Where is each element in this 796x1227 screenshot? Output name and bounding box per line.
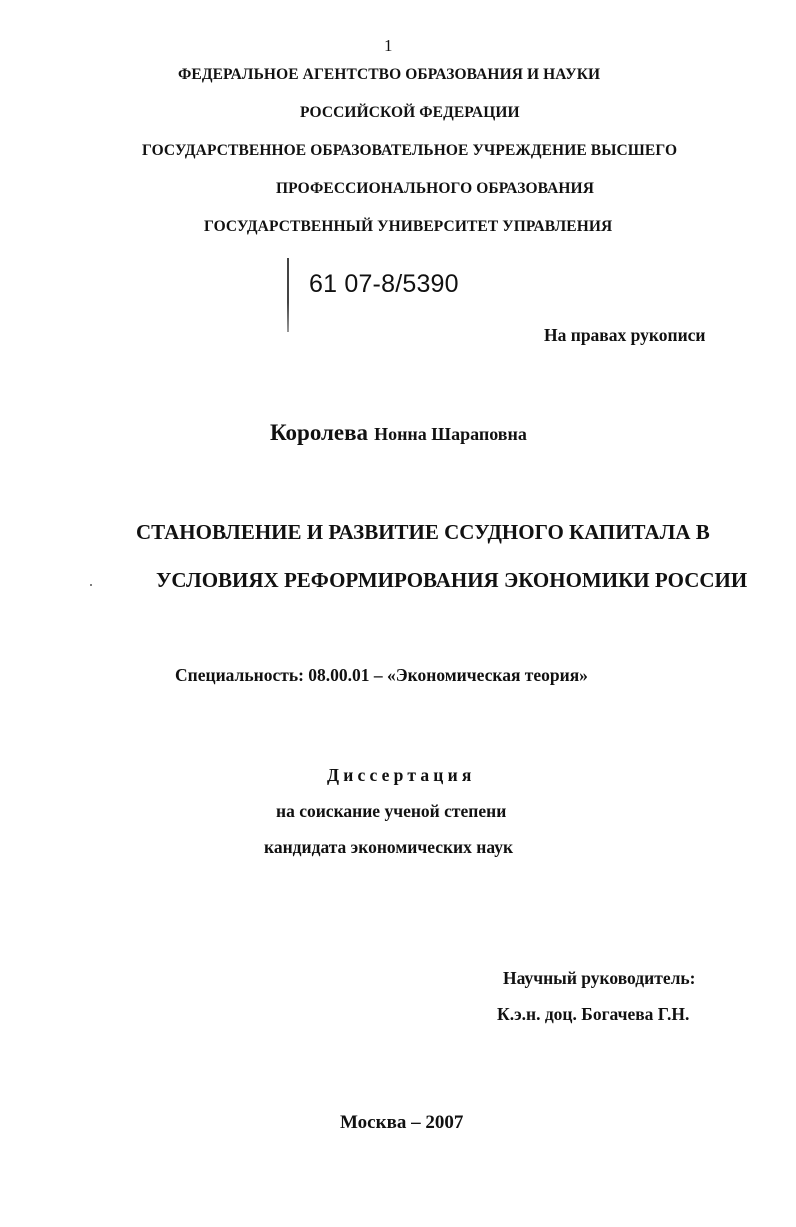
- dissertation-degree-line-1: на соискание ученой степени: [276, 801, 507, 821]
- header-education-line: ПРОФЕССИОНАЛЬНОГО ОБРАЗОВАНИЯ: [276, 180, 594, 197]
- header-agency-line: ФЕДЕРАЛЬНОЕ АГЕНТСТВО ОБРАЗОВАНИЯ И НАУКИ: [178, 66, 601, 83]
- author-name: [270, 420, 527, 446]
- thesis-title-line-1: СТАНОВЛЕНИЕ И РАЗВИТИЕ ССУДНОГО КАПИТАЛА В: [136, 520, 710, 544]
- scan-artifact: [90, 584, 92, 586]
- header-institution-line: ГОСУДАРСТВЕННОЕ ОБРАЗОВАТЕЛЬНОЕ УЧРЕЖДЕНИЕ ВЫСШЕГО: [142, 142, 678, 159]
- rights-note: На правах рукописи: [544, 325, 706, 345]
- stamp-number: 61 07-8/5390: [309, 270, 459, 298]
- dissertation-heading: Диссертация: [327, 765, 476, 785]
- author-surname: Королева: [270, 420, 369, 445]
- dissertation-degree-line-2: кандидата экономических наук: [264, 837, 514, 857]
- city-year: Москва – 2007: [340, 1112, 464, 1133]
- header-federation-line: РОССИЙСКОЙ ФЕДЕРАЦИИ: [300, 104, 520, 121]
- supervisor-name: К.э.н. доц. Богачева Г.Н.: [497, 1004, 690, 1024]
- supervisor-label: Научный руководитель:: [503, 968, 696, 988]
- header-university-line: ГОСУДАРСТВЕННЫЙ УНИВЕРСИТЕТ УПРАВЛЕНИЯ: [204, 218, 613, 235]
- author-given-names: Нонна Шараповна: [374, 424, 527, 444]
- thesis-title-line-2: УСЛОВИЯХ РЕФОРМИРОВАНИЯ ЭКОНОМИКИ РОССИИ: [156, 568, 748, 592]
- specialty-line: Специальность: 08.00.01 – «Экономическая теория»: [175, 665, 588, 685]
- stamp-divider: [287, 258, 289, 332]
- page-number: 1: [384, 36, 393, 55]
